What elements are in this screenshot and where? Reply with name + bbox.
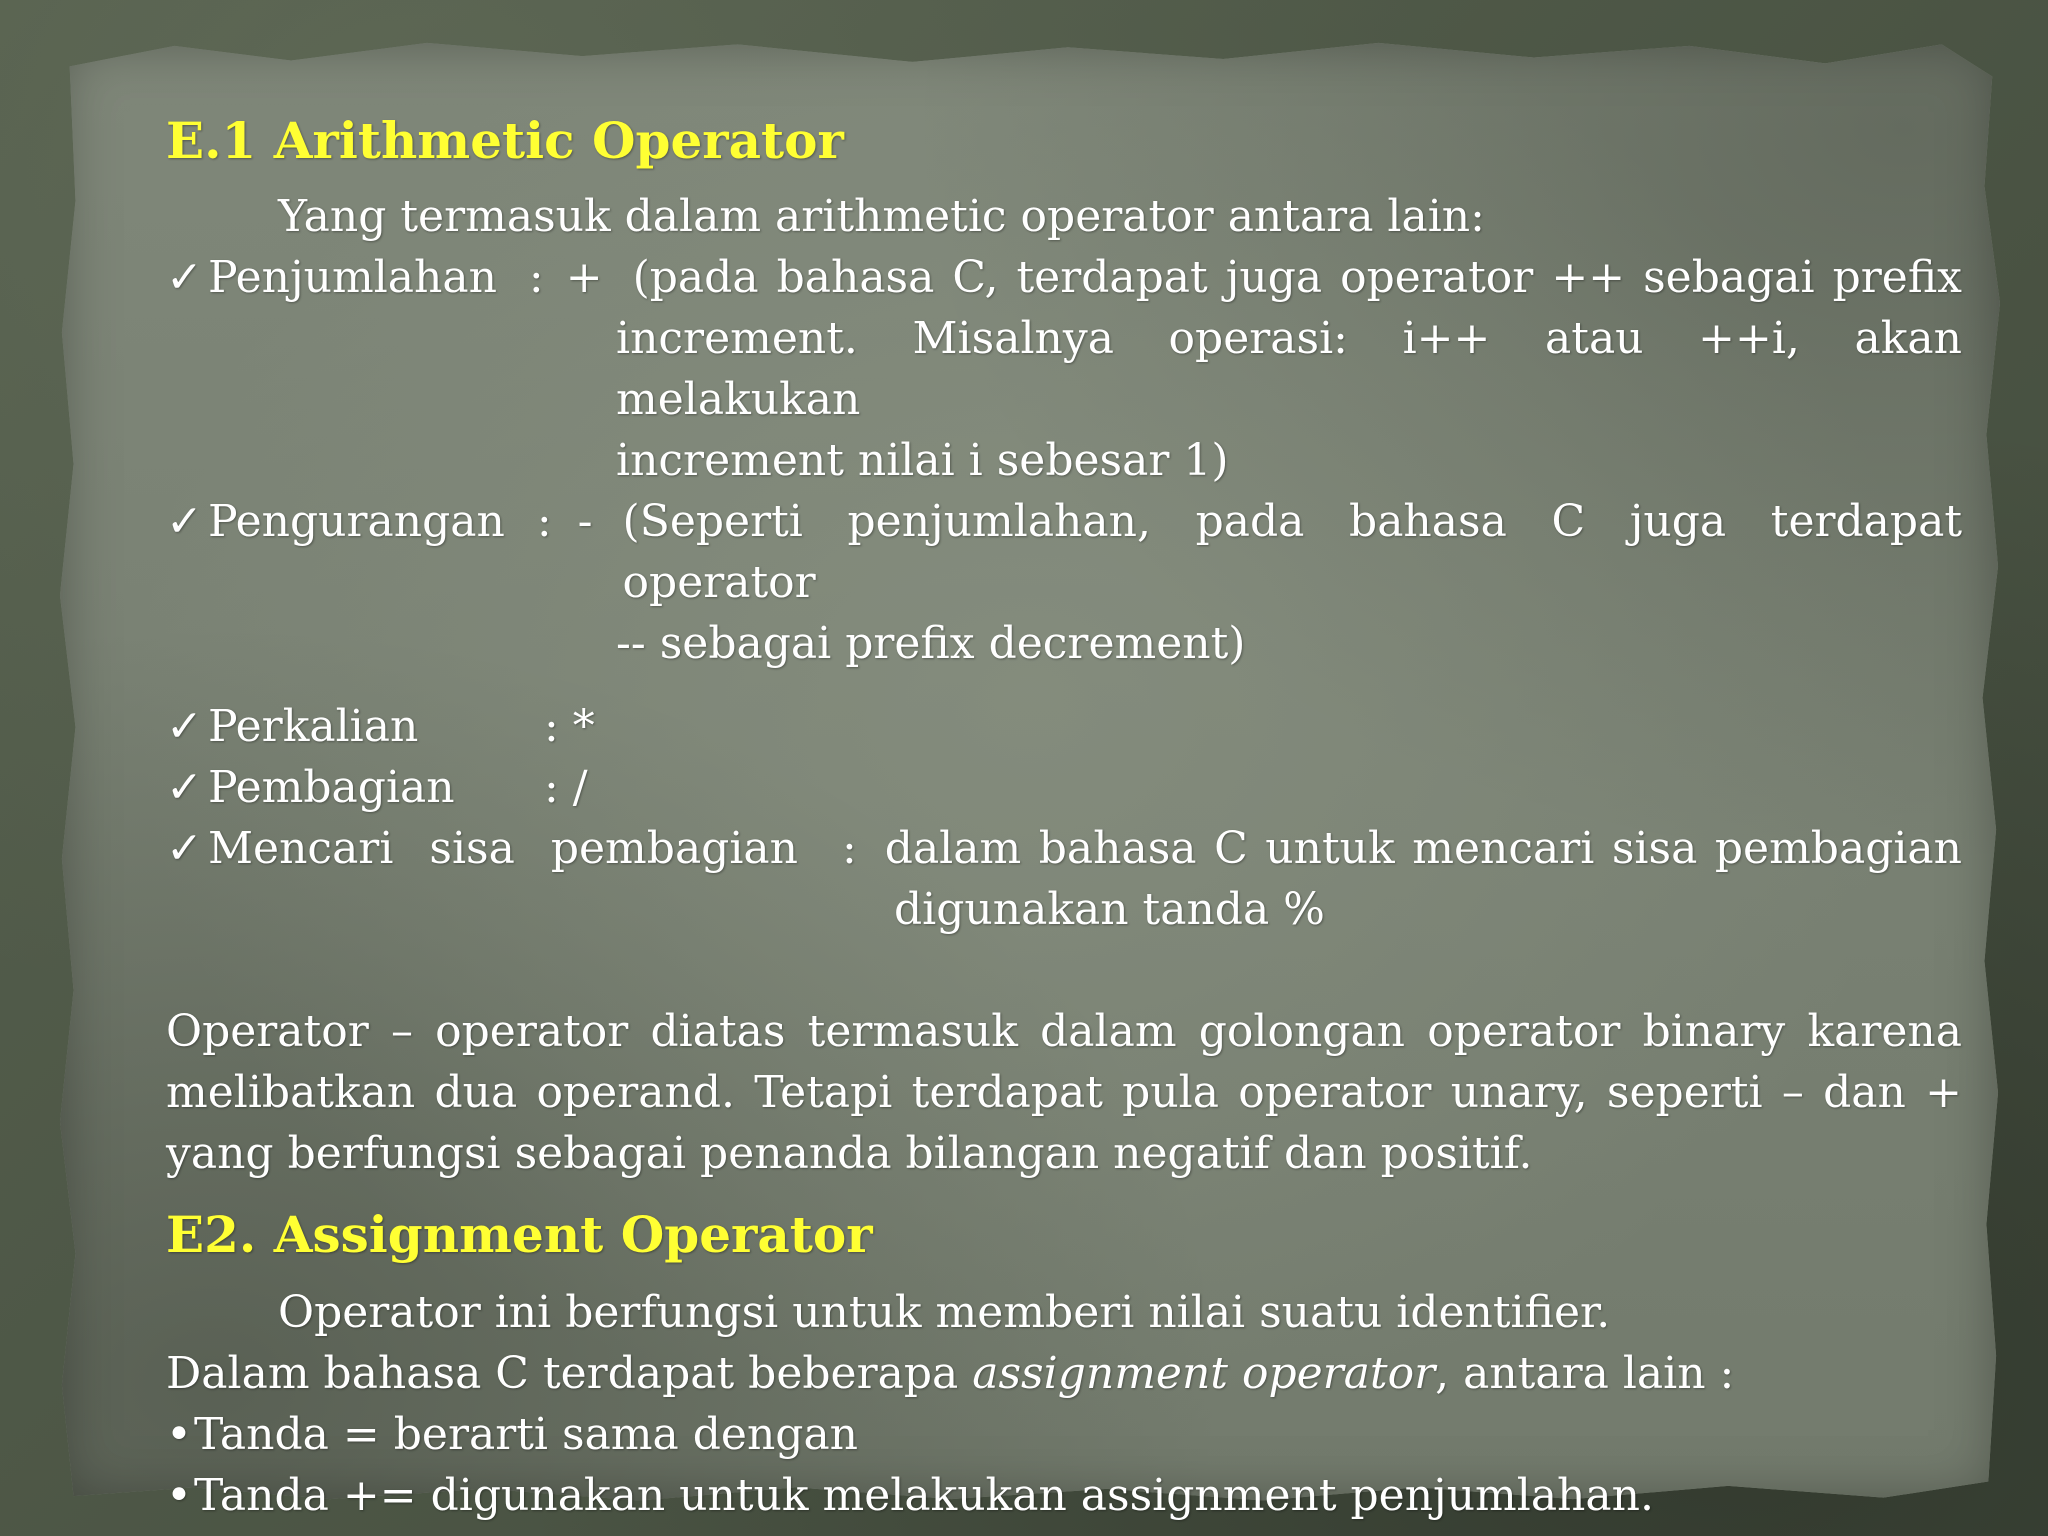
item-colon: : [827, 823, 871, 874]
list-item-pengurangan [166, 491, 1962, 674]
summary-line: yang berfungsi sebagai penanda bilangan negatif dan positif. [166, 1128, 1533, 1179]
bullet-item [166, 1465, 1962, 1526]
line2-after: , antara lain : [1435, 1348, 1735, 1399]
item-colon: : / [544, 762, 588, 813]
slide-content [166, 108, 1962, 1526]
item-term: Pembagian [208, 762, 455, 813]
item-desc-line: increment. Misalnya operasi: i++ atau ++i, akan melakukan [616, 313, 1962, 425]
item-desc-line: -- sebagai prefix decrement) [616, 618, 1246, 669]
checkmark-icon: ✓ [166, 252, 203, 303]
list-item-body [208, 818, 1962, 940]
item-symbol: + [565, 252, 603, 303]
list-item-body [208, 247, 1962, 491]
item-term: Perkalian [208, 701, 419, 752]
section1-title: E.1 Arithmetic Operator [166, 111, 844, 170]
item-desc-line: (pada bahasa C, terdapat juga operator ++ sebagai prefix [632, 252, 1962, 303]
item-desc-line: (Seperti penjumlahan, pada bahasa C juga terdapat operator [622, 496, 1962, 608]
item-symbol: - [577, 496, 593, 547]
bullet-text: Tanda += digunakan untuk melakukan assignment penjumlahan. [194, 1470, 1654, 1521]
item-desc-line: digunakan tanda % [894, 884, 1325, 935]
list-item-mencari-sisa [166, 818, 1962, 940]
section2-title: E2. Assignment Operator [166, 1205, 873, 1264]
section1-summary [166, 1001, 1962, 1184]
list-item-body [208, 491, 1962, 674]
item-term: Penjumlahan [208, 252, 497, 303]
bullet-text: Tanda = berarti sama dengan [194, 1409, 859, 1460]
bullet-icon: • [166, 1470, 192, 1521]
checkmark-icon: ✓ [166, 701, 203, 752]
list-item-firstline [208, 491, 1962, 613]
section2-intro: Operator ini berfungsi untuk memberi nilai suatu identifier. [278, 1287, 1611, 1338]
item-term: Pengurangan [208, 496, 505, 547]
item-colon: : [514, 252, 558, 303]
bullet-item [166, 1404, 1962, 1465]
summary-line: Operator – operator diatas termasuk dalam golongan operator binary karena [166, 1006, 1962, 1057]
checkmark-icon: ✓ [166, 762, 203, 813]
spacer [166, 940, 1962, 1001]
item-desc-line: increment nilai i sebesar 1) [616, 435, 1229, 486]
list-item-perkalian [166, 696, 1962, 757]
list-item-penjumlahan [166, 247, 1962, 491]
item-desc-line: dalam bahasa C untuk mencari sisa pembagian [884, 823, 1962, 874]
list-item-firstline [208, 818, 1962, 879]
bullet-icon: • [166, 1409, 192, 1460]
section2-line2 [166, 1343, 1962, 1404]
summary-line: melibatkan dua operand. Tetapi terdapat pula operator unary, seperti – dan + [166, 1067, 1962, 1118]
list-item-firstline [208, 247, 1962, 308]
line2-italic: assignment operator [972, 1348, 1436, 1399]
line2-before: Dalam bahasa C terdapat beberapa [166, 1348, 973, 1399]
checkmark-icon: ✓ [166, 496, 203, 547]
item-colon: : [522, 496, 566, 547]
item-term: Mencari sisa pembagian [208, 823, 798, 874]
checkmark-icon: ✓ [166, 823, 203, 874]
section1-intro: Yang termasuk dalam arithmetic operator antara lain: [278, 191, 1485, 242]
list-item-pembagian [166, 757, 1962, 818]
item-colon: : * [544, 701, 595, 752]
